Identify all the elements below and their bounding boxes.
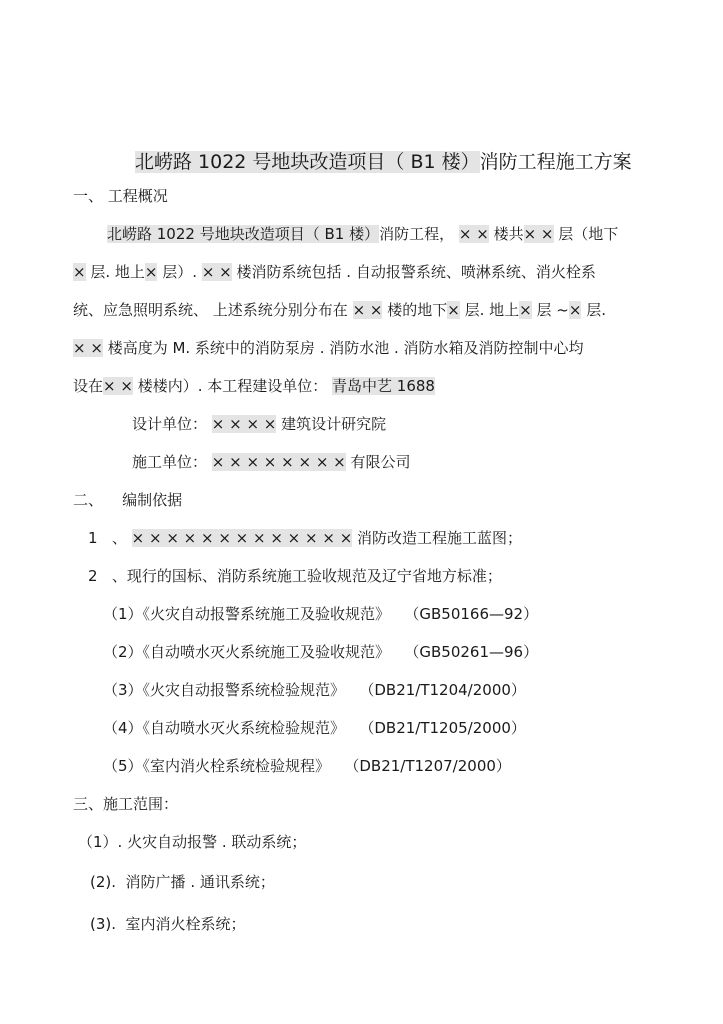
project-name: 北崂路 1022 号地块改造项目（ B1 楼） (107, 225, 380, 243)
overview-line-4 (73, 337, 584, 359)
placeholder: × (519, 301, 532, 319)
section1-heading: 一、 工程概况 (73, 187, 168, 205)
text-fragment: 层 ~ (536, 301, 569, 319)
title-text: 消防工程施工方案 (479, 151, 632, 173)
text-fragment: 层）. (162, 263, 198, 281)
text-fragment: 楼共 (493, 225, 524, 243)
ref-label: （3）《火灾自动报警系统检验规范》 (103, 681, 346, 699)
scope-item-2: (2). 消防广播 . 通讯系统； (90, 873, 275, 891)
basis-item-2 (88, 565, 502, 587)
ref-code: （DB21/T1207/2000） (344, 757, 511, 775)
design-unit-label: 设计单位： (132, 415, 208, 433)
item-number: 2 (88, 567, 98, 585)
overview-line-5 (73, 375, 435, 397)
page-title (135, 149, 632, 175)
construction-unit-label: 施工单位： (132, 453, 208, 471)
basis-item-1 (88, 527, 522, 549)
placeholder: × (568, 301, 582, 319)
placeholder: × (144, 263, 158, 281)
scope-item-3: (3). 室内消火栓系统； (90, 915, 246, 933)
section3-heading: 三、施工范围： (73, 795, 179, 813)
placeholder: × × × × × × × × × × × × × (131, 529, 353, 547)
scope-item-1: （1）. 火灾自动报警 . 联动系统； (78, 833, 307, 851)
design-unit-line (132, 413, 386, 435)
construction-unit-suffix: 有限公司 (350, 453, 411, 471)
section2-heading: 二、 编制依据 (73, 491, 183, 509)
text-fragment: 楼消防系统包括 . 自动报警系统、喷淋系统、消火栓系 (236, 263, 596, 281)
item-text: 、现行的国标、消防系统施工验收规范及辽宁省地方标准； (111, 567, 502, 585)
text-fragment: 统、应急照明系统、 上述系统分别分布在 (73, 301, 348, 319)
ref-item-5 (103, 755, 511, 777)
text-fragment: 楼楼内）. 本工程建设单位： (137, 377, 328, 395)
overview-line-2 (73, 261, 596, 283)
placeholder: × × (458, 225, 489, 243)
placeholder: × × (73, 339, 103, 357)
text-fragment: 楼的地下 (387, 301, 448, 319)
placeholder: × × (352, 301, 383, 319)
ref-code: （DB21/T1204/2000） (359, 681, 526, 699)
overview-line-3 (73, 299, 606, 321)
ref-item-4 (103, 717, 526, 739)
placeholder: × (447, 301, 460, 319)
ref-code: （DB21/T1205/2000） (359, 719, 526, 737)
placeholder: × × × × × × × × (211, 453, 346, 471)
text-fragment: 楼高度为 M. 系统中的消防泵房 . 消防水池 . 消防水箱及消防控制中心均 (107, 339, 584, 357)
construction-unit-line (132, 451, 411, 473)
placeholder: × × × × (211, 415, 277, 433)
text-fragment: 层. 地上 (90, 263, 145, 281)
ref-item-2 (103, 641, 538, 663)
text-fragment: 消防工程， (379, 225, 455, 243)
item-separator: 、 (111, 529, 127, 547)
ref-code: （GB50261—96） (404, 643, 539, 661)
title-highlight: 北崂路 1022 号地块改造项目（ B1 楼） (135, 151, 480, 173)
overview-line-1 (107, 223, 618, 245)
placeholder: × (73, 263, 86, 281)
text-fragment: 设在 (73, 377, 104, 395)
text-fragment: 层（地下 (558, 225, 619, 243)
ref-label: （5）《室内消火栓系统检验规程》 (103, 757, 331, 775)
item-number: 1 (88, 529, 98, 547)
placeholder: × × (103, 377, 133, 395)
text-fragment: 层. 地上 (464, 301, 520, 319)
ref-item-1 (103, 603, 538, 625)
ref-label: （2）《自动喷水灭火系统施工及验收规范》 (103, 643, 391, 661)
design-unit-suffix: 建筑设计研究院 (281, 415, 387, 433)
ref-code: （GB50166—92） (404, 605, 539, 623)
item-text: 消防改造工程施工蓝图； (357, 529, 523, 547)
text-fragment: 层. (586, 301, 607, 319)
placeholder: × × (523, 225, 554, 243)
ref-label: （4）《自动喷水灭火系统检验规范》 (103, 719, 346, 737)
builder-name: 青岛中艺 1688 (332, 377, 435, 395)
placeholder: × × (201, 263, 232, 281)
ref-label: （1）《火灾自动报警系统施工及验收规范》 (103, 605, 391, 623)
ref-item-3 (103, 679, 526, 701)
